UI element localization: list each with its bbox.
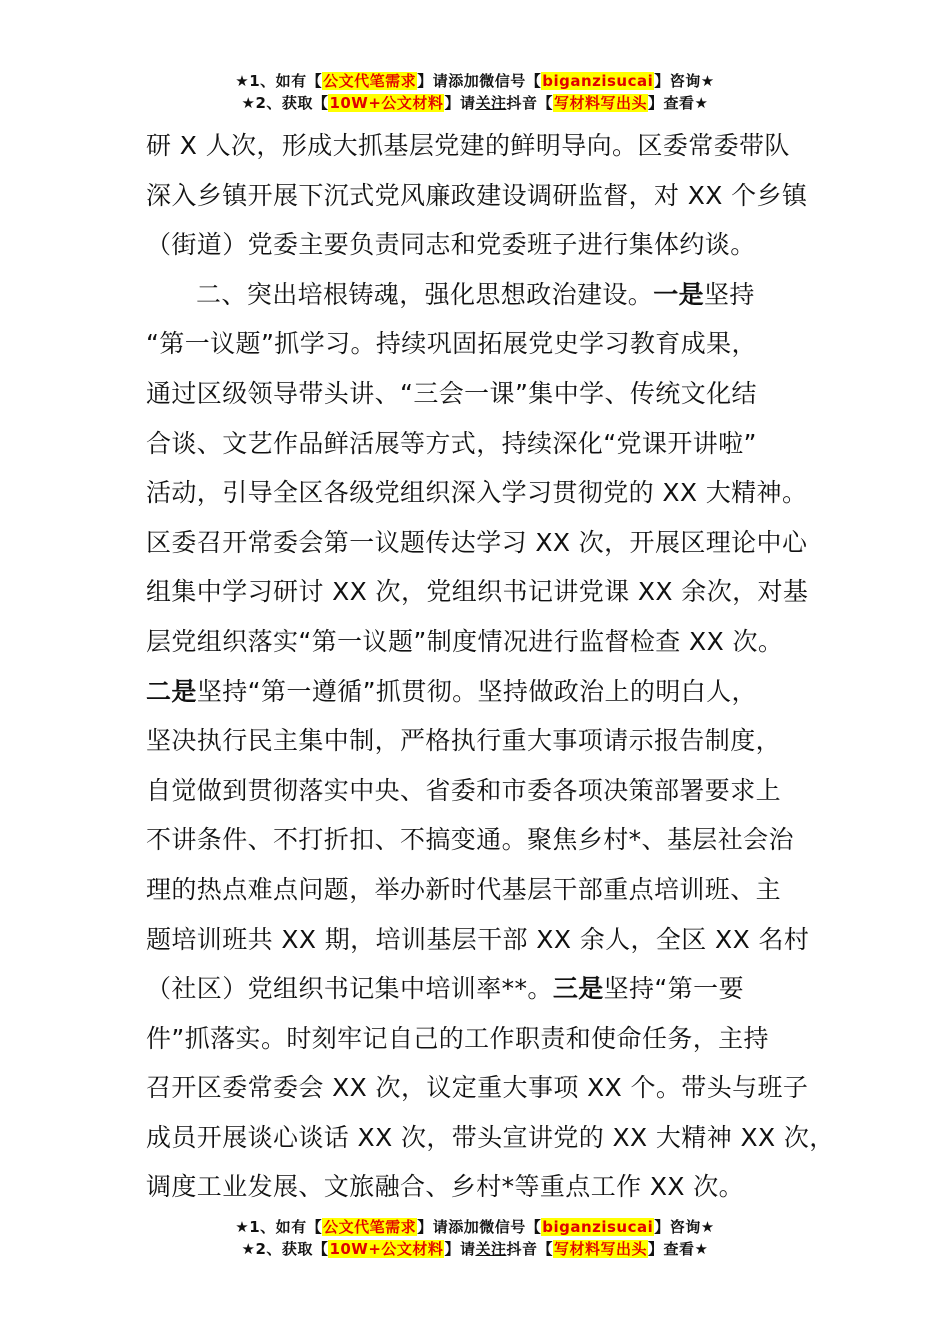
text-line bbox=[146, 964, 826, 1014]
underlined-follow: 关注 bbox=[475, 1240, 507, 1258]
text-line: 合谈、文艺作品鲜活展等方式，持续深化“党课开讲啦” bbox=[146, 428, 757, 458]
banner-text: 】咨询★ bbox=[654, 72, 715, 90]
banner-text: ★1、如有【 bbox=[235, 72, 323, 90]
banner-text: 抖音【 bbox=[506, 94, 553, 112]
text-line: 成员开展谈心谈话 XX 次，带头宣讲党的 XX 大精神 XX 次， bbox=[146, 1122, 835, 1152]
banner-line-1 bbox=[0, 70, 950, 92]
text-line: 研 X 人次，形成大抓基层党建的鲜明导向。区委常委带队 bbox=[146, 131, 790, 160]
text-span: （社区）党组织书记集中培训率**。 bbox=[146, 974, 553, 1004]
text-line: 件”抓落实。时刻牢记自己的工作职责和使命任务，主持 bbox=[146, 1023, 769, 1053]
highlight-service: 公文代笔需求 bbox=[323, 1218, 417, 1236]
banner-text: ★1、如有【 bbox=[235, 1218, 323, 1236]
banner-line-2 bbox=[0, 92, 950, 114]
text-line: “第一议题”抓学习。持续巩固拓展党史学习教育成果， bbox=[146, 329, 757, 359]
banner-text: 】查看★ bbox=[648, 1240, 709, 1258]
text-line: 深入乡镇开展下沉式党风廉政建设调研监督，对 XX 个乡镇 bbox=[146, 180, 808, 210]
text-line: 坚决执行民主集中制，严格执行重大事项请示报告制度， bbox=[146, 726, 782, 756]
highlight-account: 写材料写出头 bbox=[553, 1240, 647, 1258]
text-line: 通过区级领导带头讲、“三会一课”集中学、传统文化结 bbox=[146, 378, 757, 408]
text-line: 题培训班共 XX 期，培训基层干部 XX 余人，全区 XX 名村 bbox=[146, 924, 810, 954]
banner-text: ★2、获取【 bbox=[241, 94, 329, 112]
document-body bbox=[146, 121, 835, 1212]
footer-banner bbox=[0, 1216, 950, 1260]
banner-text: 】咨询★ bbox=[654, 1218, 715, 1236]
text-line: 层党组织落实“第一议题”制度情况进行监督检查 XX 次。 bbox=[146, 626, 784, 656]
highlight-wechat-id: biganzisucai bbox=[542, 1218, 654, 1236]
banner-text: 】请添加微信号【 bbox=[417, 1218, 542, 1236]
text-line: （街道）党委主要负责同志和党委班子进行集体约谈。 bbox=[146, 230, 756, 260]
text-span: 坚持“第一要 bbox=[603, 974, 744, 1004]
banner-line-1 bbox=[0, 1216, 950, 1238]
text-line: 自觉做到贯彻落实中央、省委和市委各项决策部署要求上 bbox=[146, 775, 782, 805]
section-heading: 二、突出培根铸魂，强化思想政治建设。 bbox=[196, 279, 654, 309]
banner-text: 】请 bbox=[444, 1240, 476, 1258]
highlight-wechat-id: biganzisucai bbox=[542, 72, 654, 90]
header-banner bbox=[0, 70, 950, 114]
banner-text: 】请添加微信号【 bbox=[417, 72, 542, 90]
highlight-materials: 10W+公文材料 bbox=[329, 1240, 444, 1258]
highlight-materials: 10W+公文材料 bbox=[329, 94, 444, 112]
banner-text: 】请 bbox=[444, 94, 476, 112]
text-span: 坚持“第一遵循”抓贯彻。坚持做政治上的明白人， bbox=[196, 676, 757, 706]
banner-text: 】查看★ bbox=[648, 94, 709, 112]
text-line: 调度工业发展、文旅融合、乡村*等重点工作 XX 次。 bbox=[146, 1172, 745, 1202]
highlight-service: 公文代笔需求 bbox=[323, 72, 417, 90]
text-line: 活动，引导全区各级党组织深入学习贯彻党的 XX 大精神。 bbox=[146, 478, 808, 508]
bold-marker: 一是 bbox=[653, 279, 705, 309]
banner-line-2 bbox=[0, 1238, 950, 1260]
text-line bbox=[146, 667, 826, 717]
bold-marker: 二是 bbox=[146, 676, 197, 706]
text-line: 理的热点难点问题，举办新时代基层干部重点培训班、主 bbox=[146, 874, 782, 904]
banner-text: 抖音【 bbox=[506, 1240, 553, 1258]
highlight-account: 写材料写出头 bbox=[553, 94, 647, 112]
text-line: 不讲条件、不打折扣、不搞变通。聚焦乡村*、基层社会治 bbox=[146, 825, 794, 855]
bold-marker: 三是 bbox=[552, 974, 604, 1004]
text-span: 坚持 bbox=[704, 279, 755, 309]
text-line: 区委召开常委会第一议题传达学习 XX 次，开展区理论中心 bbox=[146, 527, 808, 557]
text-line: 组集中学习研讨 XX 次，党组织书记讲党课 XX 余次，对基 bbox=[146, 577, 809, 607]
text-line: 召开区委常委会 XX 次，议定重大事项 XX 个。带头与班子 bbox=[146, 1073, 809, 1103]
section-heading-line bbox=[146, 270, 826, 320]
banner-text: ★2、获取【 bbox=[241, 1240, 329, 1258]
underlined-follow: 关注 bbox=[475, 94, 507, 112]
